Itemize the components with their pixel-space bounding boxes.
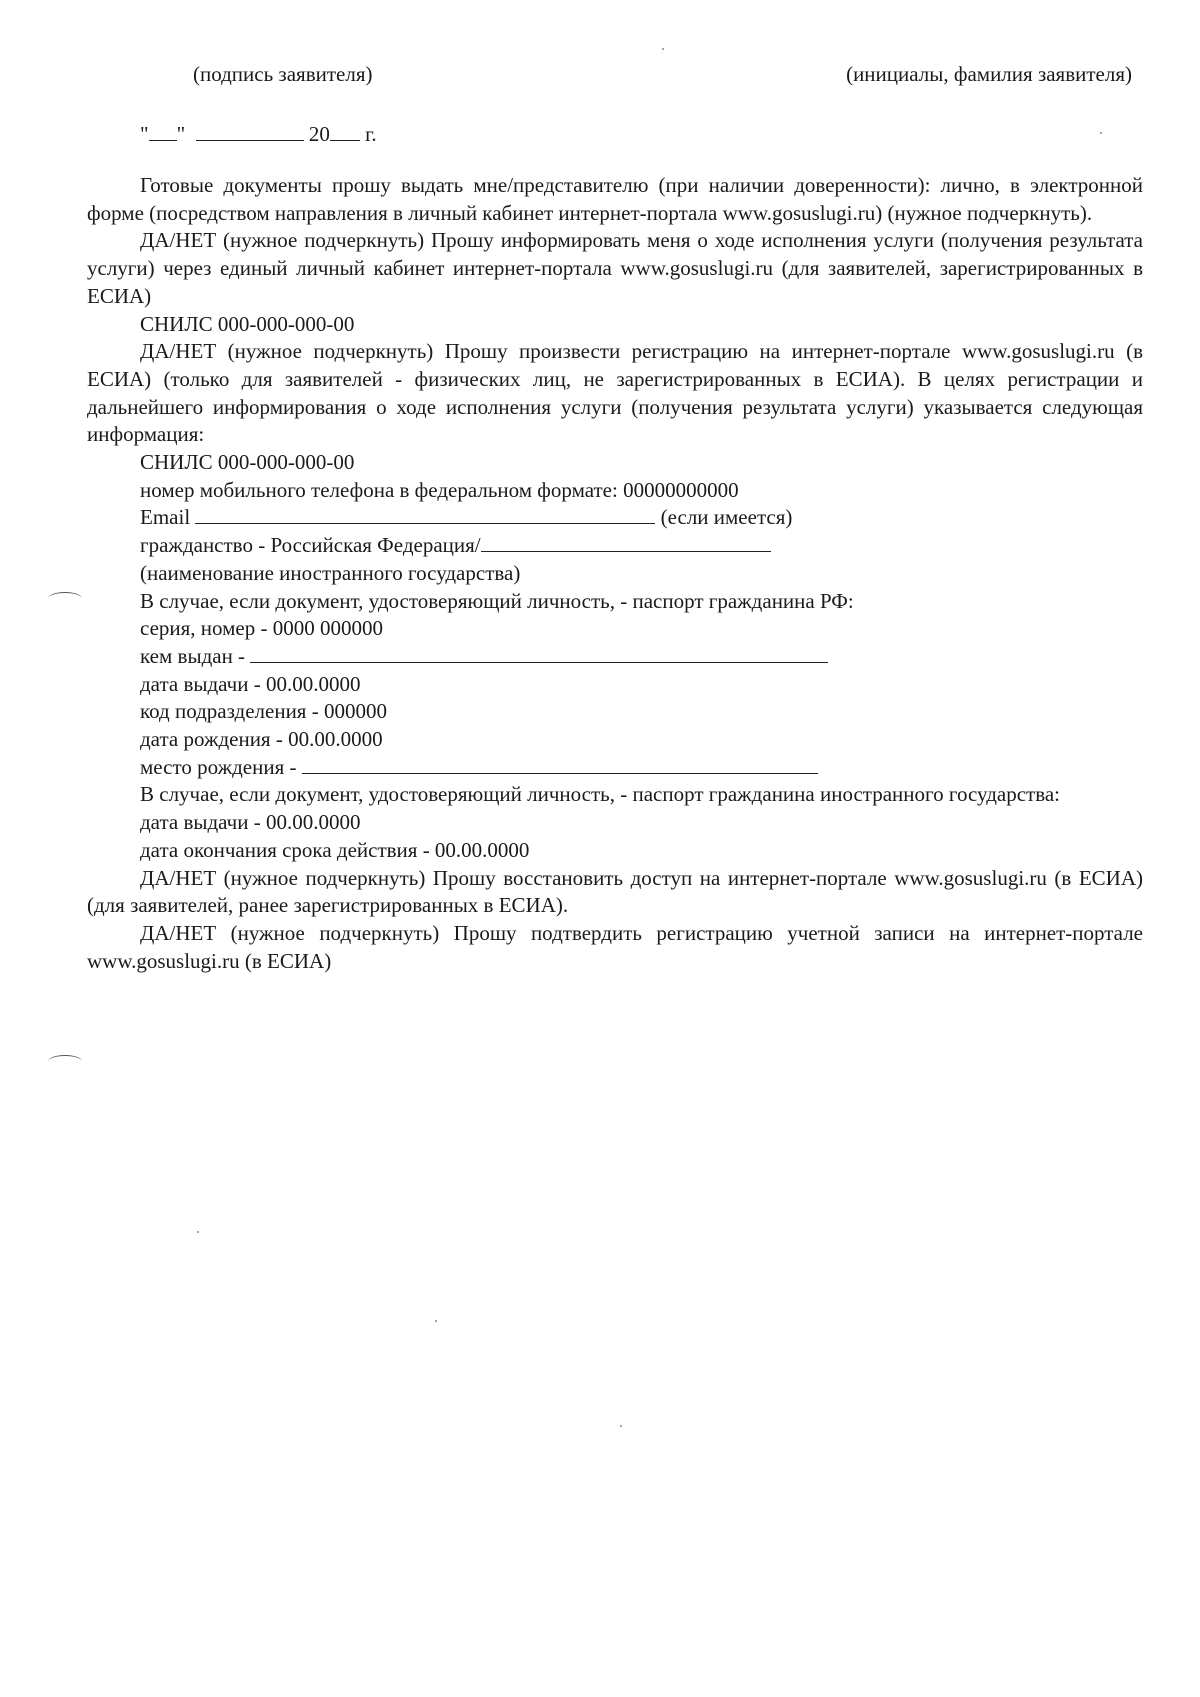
month-blank[interactable]	[196, 122, 304, 141]
email-field[interactable]	[195, 505, 655, 524]
email-note: (если имеется)	[660, 505, 793, 530]
signature-labels-row	[0, 62, 1200, 92]
birth-place-field[interactable]	[302, 755, 818, 774]
date-open-quote: "	[140, 122, 149, 146]
application-body	[87, 172, 1143, 975]
issue-date-line-1: дата выдачи - 00.00.0000	[140, 671, 361, 696]
scan-speck	[620, 1425, 622, 1427]
century-text: 20	[308, 122, 330, 146]
citizenship-field[interactable]	[481, 533, 771, 552]
birth-place-line	[87, 754, 1143, 782]
expiry-date-line: дата окончания срока действия - 00.00.0000	[140, 837, 530, 862]
issued-by-field[interactable]	[250, 644, 828, 663]
passport-foreign-intro: В случае, если документ, удостоверяющий личность, - паспорт гражданина иностранного государства:	[140, 782, 1061, 807]
foreign-state-note: (наименование иностранного государства)	[140, 560, 521, 585]
restore-access-paragraph: ДА/НЕТ (нужное подчеркнуть) Прошу восстановить доступ на интернет-портале www.gosuslugi.ru (в ЕСИА) (для заявителей, ранее зарегистрированных в ЕСИА).	[87, 865, 1143, 918]
delivery-paragraph: Готовые документы прошу выдать мне/представителю (при наличии доверенности): лично, в электронной форме (посредством направления в личный кабинет интернет-портала www.gosuslugi.ru) (нужное подчеркнуть).	[87, 173, 1143, 225]
scan-speck	[1100, 132, 1102, 134]
scan-artifact-mark	[48, 592, 82, 605]
year-blank[interactable]	[330, 122, 360, 141]
scan-artifact-mark	[48, 1055, 82, 1068]
birth-date-line: дата рождения - 00.00.0000	[140, 727, 383, 752]
scan-speck	[662, 48, 664, 50]
confirm-registration-paragraph: ДА/НЕТ (нужное подчеркнуть) Прошу подтвердить регистрацию учетной записи на интернет-портале www.gosuslugi.ru (в ЕСИА)	[87, 920, 1143, 973]
snils-line-1: СНИЛС 000-000-000-00	[140, 311, 355, 336]
scan-speck	[197, 1231, 199, 1233]
day-blank[interactable]	[149, 122, 177, 141]
series-number-line: серия, номер - 0000 000000	[140, 616, 383, 641]
date-line	[140, 122, 377, 147]
notify-paragraph: ДА/НЕТ (нужное подчеркнуть) Прошу информировать меня о ходе исполнения услуги (получения результата услуги) через единый личный кабинет интернет-портала www.gosuslugi.ru (для заявителей, зарегистрированных в ЕСИА)	[87, 228, 1143, 308]
applicant-name-label: (инициалы, фамилия заявителя)	[846, 62, 1132, 86]
issued-by-label: кем выдан -	[140, 643, 246, 668]
registration-paragraph: ДА/НЕТ (нужное подчеркнуть) Прошу произвести регистрацию на интернет-портале www.gosuslugi.ru (в ЕСИА) (только для заявителей - физических лиц, не зарегистрированных в ЕСИА). В целях регистрации и дальнейшего информирования о ходе исполнения услуги (получения результата услуги) указывается следующая информация:	[87, 339, 1143, 447]
scan-speck	[435, 1320, 437, 1322]
birth-place-label: место рождения -	[140, 754, 297, 779]
email-line	[87, 504, 1143, 532]
division-code-line: код подразделения - 000000	[140, 699, 387, 724]
citizenship-label: гражданство - Российская Федерация/	[140, 533, 481, 558]
citizenship-line	[87, 532, 1143, 560]
email-label: Email	[140, 505, 191, 530]
snils-line-2: СНИЛС 000-000-000-00	[140, 450, 355, 475]
issue-date-line-2: дата выдачи - 00.00.0000	[140, 810, 361, 835]
signature-label: (подпись заявителя)	[193, 62, 373, 86]
date-close-quote: "	[176, 122, 186, 146]
passport-rf-intro: В случае, если документ, удостоверяющий личность, - паспорт гражданина РФ:	[140, 588, 854, 613]
issued-by-line	[87, 643, 1143, 671]
phone-line: номер мобильного телефона в федеральном формате: 00000000000	[140, 477, 739, 502]
year-suffix: г.	[365, 122, 377, 146]
